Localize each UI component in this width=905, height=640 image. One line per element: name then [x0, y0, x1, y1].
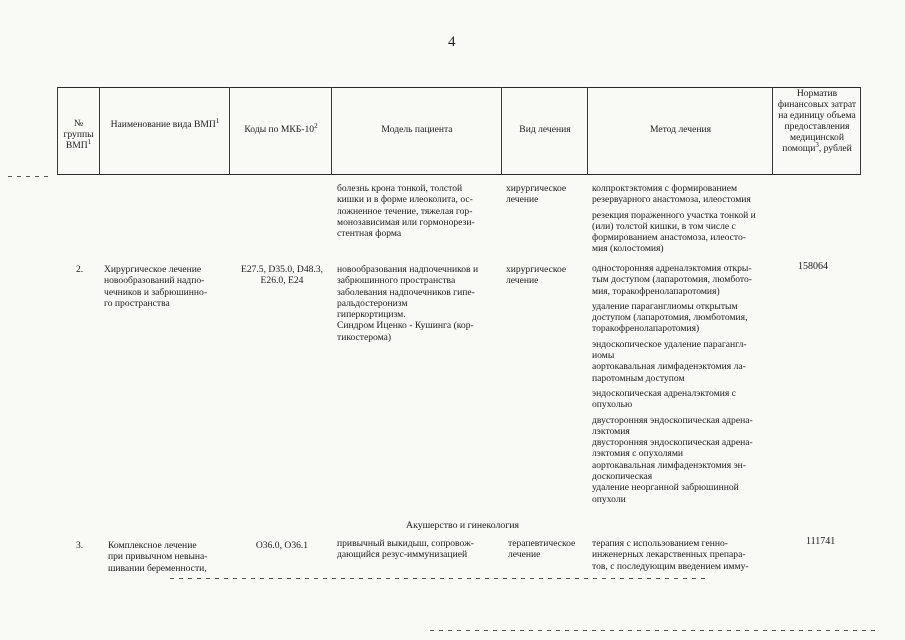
row2-method-2: удаление параганглиомы открытым доступом (лапаротомия, люмботомия, торакофренолапаротомия): [592, 300, 748, 335]
row3-model: [337, 538, 503, 561]
row1-method-1: колпроктэктомия с формированием резервуарного анастомоза, илеостомия: [592, 183, 751, 206]
table-top-border: [57, 87, 860, 88]
row2-method-1: односторонняя адреналэктомия откры- тым доступом (лапаротомия, люмбото- мия, торакофренолапаротомия): [592, 263, 752, 297]
header-group-no-text: № группы ВМП: [63, 118, 94, 151]
row3-name: [108, 540, 232, 574]
row2-methods: [592, 263, 774, 509]
row1-model: [337, 183, 502, 239]
row2-method-5: двусторонняя эндоскопическая адрена- лэктомия двусторонняя эндоскопическая адрена- лэктомия с опухолями аортокавальная лимфаденэктомия эн- доскопическая удаление неорганной забрюшинной опухоли: [592, 414, 753, 505]
page-number: 4: [448, 34, 456, 50]
row3-codes: [232, 540, 332, 551]
row2-type-text: хирургическое лечение: [506, 264, 567, 287]
row2-name: [104, 264, 232, 309]
col-divider-3: [229, 87, 230, 175]
row3-method-text: терапия с использованием генно- инженерных лекарственных препара- тов, с последующим введением имму-: [592, 538, 749, 572]
row2-codes: [232, 264, 332, 287]
row1-methods: [592, 183, 774, 259]
header-method: Метод лечения: [649, 124, 712, 135]
row2-number: 2.: [76, 264, 84, 275]
header-norm-tail: , рублей: [818, 143, 852, 154]
header-norm-sup: 3: [815, 140, 819, 149]
row3-type: [508, 538, 592, 561]
row3-method: [592, 538, 777, 572]
row2-norm: 158064: [798, 261, 828, 272]
row3-model-text: привычный выкидыш, сопровож- дающийся резус-иммунизацией: [337, 538, 474, 561]
header-group-no: [58, 118, 99, 151]
header-bottom-border: [57, 174, 860, 175]
row3-number: 3.: [76, 540, 84, 551]
header-codes-sup: 2: [314, 121, 318, 130]
header-norm: [776, 88, 858, 154]
row3-name-text: Комплексное лечение при привычном невына- шивании беременности,: [108, 540, 208, 574]
scan-noise-bottom-2: [430, 630, 880, 631]
header-codes: [231, 121, 331, 135]
header-norm-text: Норматив финансовых затрат на единицу объема предоставления медицинской помощи: [777, 88, 857, 154]
row3-codes-text: O36.0, O36.1: [255, 540, 309, 551]
header-name-text: Наименование вида ВМП: [110, 119, 216, 130]
row2-model-text: новообразования надпочечников и забрюшинного пространства заболевания надпочечников гипе- ральдостеронизм гиперкортицизм. Синдром Иценко - Кушинга (кор- тикостерома): [337, 264, 479, 343]
row2-type: [506, 264, 588, 287]
col-divider-4: [331, 87, 332, 175]
row1-method-2: резекция пораженного участка тонкой и (или) толстой кишки, в том числе с формированием анастомоза, илеосто- мия (колостомия): [592, 209, 756, 255]
header-group-no-sup: 1: [87, 137, 92, 146]
header-name-sup: 1: [215, 116, 220, 125]
section-title: Акушерство и гинекология: [406, 520, 520, 531]
row2-codes-text: E27.5, D35.0, D48.3, E26.0, E24: [240, 264, 324, 287]
scan-noise-bottom: [170, 578, 710, 579]
row2-method-4: эндоскопическая адреналэктомия с опухолью: [592, 387, 736, 411]
row2-name-text: Хирургическое лечение новообразований надпо- чечников и забрюшинно- го пространства: [104, 264, 208, 309]
row3-norm: 111741: [806, 536, 836, 547]
col-divider-5: [501, 87, 502, 175]
header-codes-text: Коды по МКБ-10: [244, 124, 315, 135]
col-divider-8: [860, 87, 861, 175]
row1-type-text: хирургическое лечение: [506, 183, 567, 206]
scan-noise-left: [8, 176, 48, 177]
header-name: [102, 116, 228, 130]
row2-model: [337, 264, 503, 343]
col-divider-2: [99, 87, 100, 175]
header-type: Вид лечения: [519, 124, 571, 135]
col-divider-7: [772, 87, 773, 175]
row1-model-text: болезнь крона тонкой, толстой кишки и в форме илеоколита, ос- ложненное течение, тяжелая гор- монозависимая или гормонорези- стентная форма: [337, 183, 475, 240]
row2-method-3: эндоскопическое удаление парагангл- иомы аортокавальная лимфаденэктомия ла- паротомным доступом: [592, 338, 747, 384]
header-model: Модель пациента: [381, 124, 453, 135]
col-divider-6: [587, 87, 588, 175]
row1-type: [506, 183, 588, 206]
row3-type-text: терапевтическое лечение: [508, 538, 576, 561]
